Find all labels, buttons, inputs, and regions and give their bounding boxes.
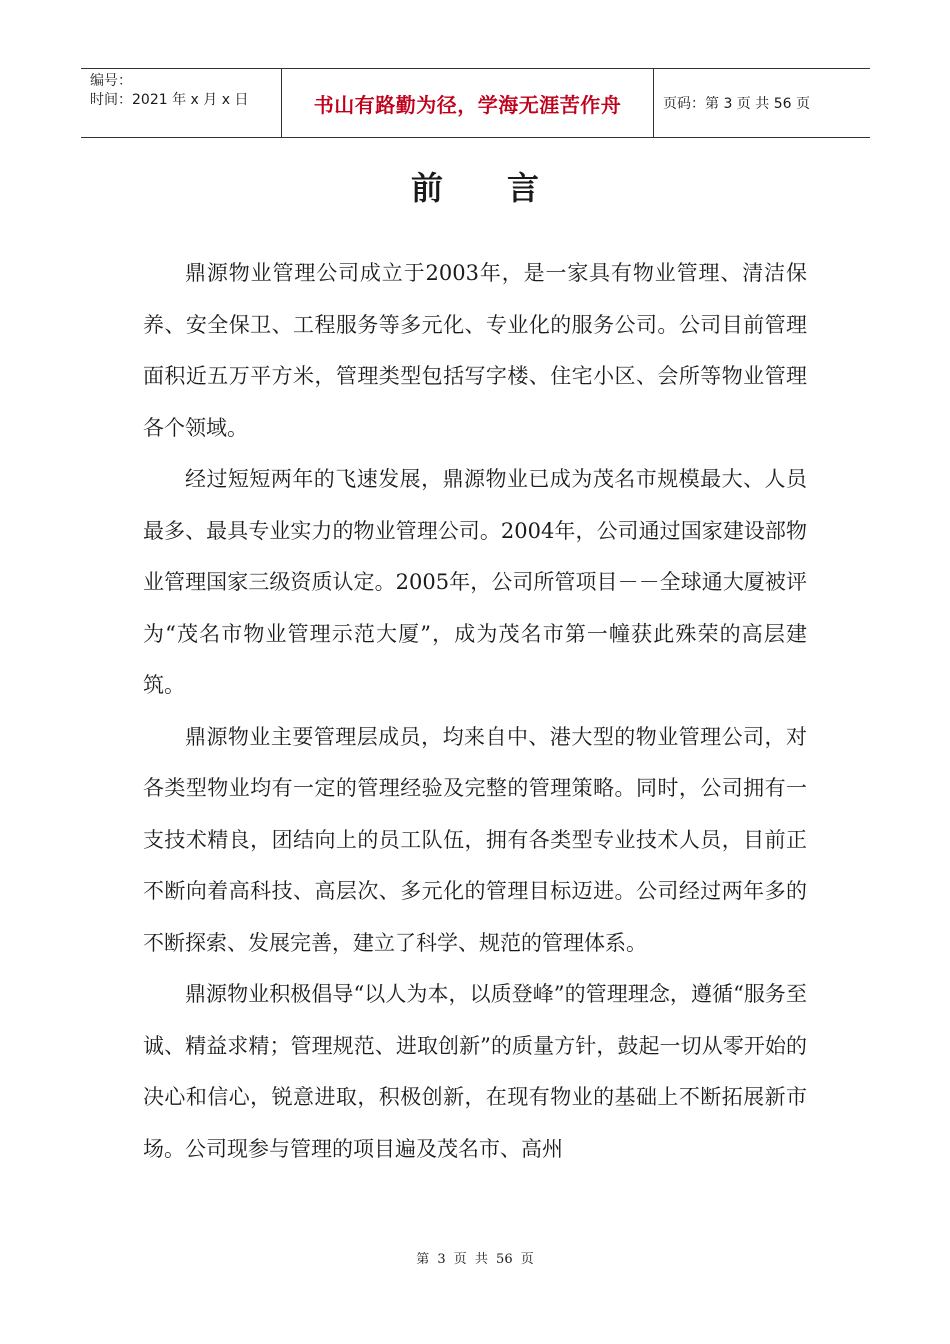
page-title: 前言: [410, 169, 603, 207]
paragraph: 鼎源物业积极倡导“以人为本，以质登峰”的管理理念，遵循“服务至诚、精益求精；管理规范、进取创新”的质量方针，鼓起一切从零开始的决心和信心，锐意进取，积极创新，在现有物业的基础上不断拓展新市场。公司现参与管理的项目遍及茂名市、高州: [143, 982, 807, 1161]
page-footer: 第 3 页 共 56 页: [416, 1252, 534, 1267]
document-number-label: 编号：: [90, 73, 132, 89]
header-meta-cell: [81, 69, 282, 137]
paragraph: 经过短短两年的飞速发展，鼎源物业已成为茂名市规模最大、人员最多、最具专业实力的物业管理公司。2004年，公司通过国家建设部物业管理国家三级资质认定。2005年，公司所管项目－－全球通大厦被评为“茂名市物业管理示范大厦”，成为茂名市第一幢获此殊荣的高层建筑。: [143, 467, 807, 697]
document-time-label: 时间：2021 年 x 月 x 日: [90, 92, 249, 108]
header-motto: 书山有路勤为径，学海无涯苦作舟: [282, 69, 654, 137]
header-table: [81, 68, 870, 138]
document-body: [143, 248, 807, 1175]
paragraph: 鼎源物业主要管理层成员，均来自中、港大型的物业管理公司，对各类型物业均有一定的管理经验及完整的管理策略。同时，公司拥有一支技术精良，团结向上的员工队伍，拥有各类型专业技术人员，目前正不断向着高科技、高层次、多元化的管理目标迈进。公司经过两年多的不断探索、发展完善，建立了科学、规范的管理体系。: [143, 724, 807, 955]
header-page-info: 页码：第 3 页 共 56 页: [663, 96, 810, 112]
paragraph: 鼎源物业管理公司成立于2003年，是一家具有物业管理、清洁保养、安全保卫、工程服务等多元化、专业化的服务公司。公司目前管理面积近五万平方米，管理类型包括写字楼、住宅小区、会所等物业管理各个领域。: [143, 261, 807, 440]
